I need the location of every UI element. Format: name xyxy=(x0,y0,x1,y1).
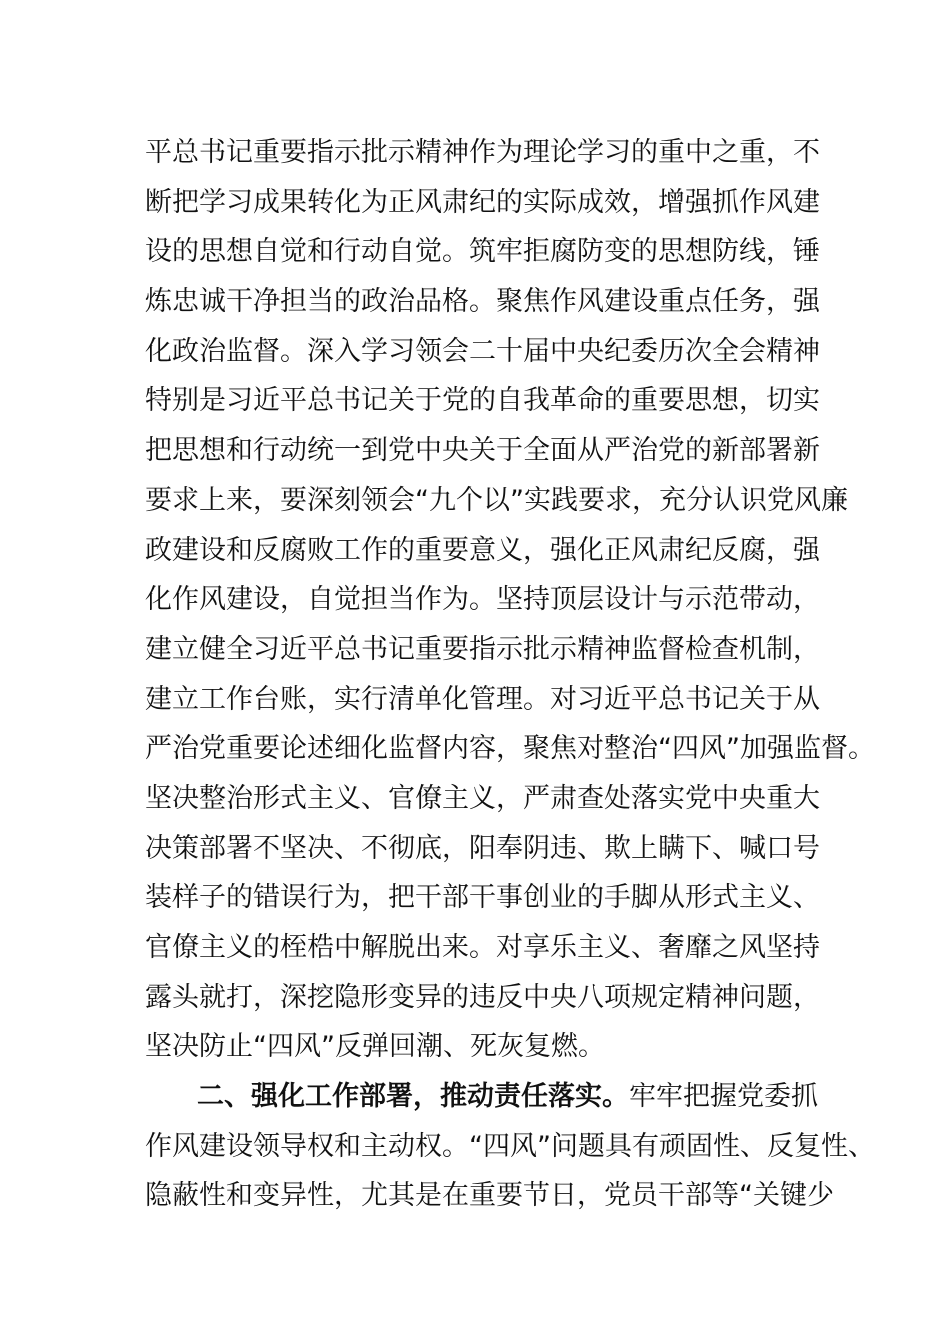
body-text xyxy=(145,128,875,1221)
paragraph-line: 特别是习近平总书记关于党的自我革命的重要思想，切实 xyxy=(145,385,820,417)
paragraph-line: 炼忠诚干净担当的政治品格。聚焦作风建设重点任务，强 xyxy=(145,286,820,318)
paragraph-line: 把思想和行动统一到党中央关于全面从严治党的新部署新 xyxy=(145,435,820,467)
paragraph-line: 坚决防止“四风”反弹回潮、死灰复燃。 xyxy=(145,1031,605,1063)
paragraph-line: 平总书记重要指示批示精神作为理论学习的重中之重，不 xyxy=(145,137,820,168)
paragraph-line: 化作风建设，自觉担当作为。坚持顶层设计与示范带动， xyxy=(145,584,820,616)
paragraph-line: 断把学习成果转化为正风肃纪的实际成效，增强抓作风建 xyxy=(145,186,820,218)
paragraph-line: 严治党重要论述细化监督内容，聚焦对整治“四风”加强监督。 xyxy=(145,733,875,765)
section-two-first-line xyxy=(145,1072,835,1122)
paragraph-line: 露头就打，深挖隐形变异的违反中央八项规定精神问题， xyxy=(145,981,820,1013)
paragraph-line: 设的思想自觉和行动自觉。筑牢拒腐防变的思想防线，锤 xyxy=(145,236,820,268)
paragraph-line: 政建设和反腐败工作的重要意义，强化正风肃纪反腐，强 xyxy=(145,534,820,566)
paragraph-line: 作风建设领导权和主动权。“四风”问题具有顽固性、反复性、 xyxy=(145,1130,875,1162)
section-two-heading: 二、强化工作部署，推动责任落实。 xyxy=(197,1081,629,1113)
paragraph-line: 装样子的错误行为，把干部干事创业的手脚从形式主义、 xyxy=(145,882,820,914)
section-two-first-line-rest: 牢牢把握党委抓 xyxy=(629,1081,818,1113)
paragraph-line: 建立工作台账，实行清单化管理。对习近平总书记关于从 xyxy=(145,683,820,715)
paragraph-line: 官僚主义的桎梏中解脱出来。对享乐主义、奢靡之风坚持 xyxy=(145,932,820,963)
paragraph-line: 隐蔽性和变异性，尤其是在重要节日，党员干部等“关键少 xyxy=(145,1180,834,1212)
paragraph-line: 化政治监督。深入学习领会二十届中央纪委历次全会精神 xyxy=(145,335,820,367)
paragraph-line: 要求上来，要深刻领会“九个以”实践要求，充分认识党风廉 xyxy=(145,484,848,516)
paragraph-line: 建立健全习近平总书记重要指示批示精神监督检查机制， xyxy=(145,633,820,665)
paragraph-line: 坚决整治形式主义、官僚主义，严肃查处落实党中央重大 xyxy=(145,782,820,814)
paragraph-line: 决策部署不坚决、不彻底，阳奉阴违、欺上瞒下、喊口号 xyxy=(145,832,820,864)
